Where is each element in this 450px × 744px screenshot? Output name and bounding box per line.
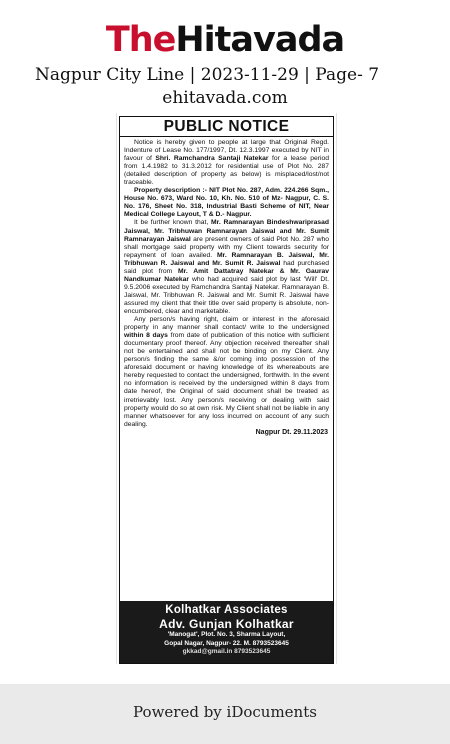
advocate-name: Adv. Gunjan Kolhatkar: [159, 617, 294, 631]
powered-by-footer[interactable]: [0, 684, 450, 744]
notice-paragraph-4: Any person/s having right, claim or interest in the aforesaid property in any manner shall contact/ write to the undersigned within 8 days from date of publication of this notice with sufficient documentary proof thereof. Any objection received thereafter shall not be entertained and shall not be binding on my Client. Any person/s finding the same &/or coming into possession of the aforesaid document or having knowledge of its whereabouts are hereby requested to contact the undersigned, forthwith. In the event no information is received by the undersigned within 8 days from date hereof, the Original of said document shall be treated as irretrievably lost. Any person/s receiving or dealing with said property would do so at own risk. My Client shall not be liable in any manner whatsoever for any loss incurred on account of any such dealing.: [124, 316, 329, 428]
advocate-signature-block: [120, 601, 333, 663]
public-notice: [119, 116, 334, 664]
property-description: Property description :- NIT Plot No. 287, Adm. 224.266 Sqm., House No. 673, Ward No. 10, Kh. No. 510 of Mz- Nagpur, C. S. No. 176, Sheet No. 318, Industrial Basti Scheme of NIT, Near Medical College Layout, T & D.- Nagpur.: [124, 187, 329, 219]
place-date: Nagpur Dt. 29.11.2023: [255, 428, 328, 436]
firm-name: Kolhatkar Associates: [165, 604, 288, 616]
logo-part-the: The: [105, 20, 176, 60]
address-line-2: Gopal Nagar, Nagpur- 22. M. 8793523645: [164, 639, 289, 647]
notice-paragraph-1: Notice is hereby given to people at large that Original Regd. Indenture of Lease No. 177/1997, Dt. 12.3.1997 executed by NIT in favour of Shri. Ramchandra Santaji Natekar for a lease period from 1.4.1982 to 31.3.2012 for residential use of Plot No. 287 (detailed description of property as below) is misplaced/lost/not traceable.: [124, 139, 329, 187]
edition-info: [0, 64, 450, 110]
contact-line: gkkad@gmail.in 8793523645: [182, 648, 271, 655]
hitavada-logo[interactable]: [0, 18, 450, 62]
edition-line: Nagpur City Line | 2023-11-29 | Page- 7: [34, 65, 380, 85]
notice-heading: PUBLIC NOTICE: [120, 117, 333, 137]
address-line-1: 'Manogat', Plot. No. 3, Sharma Layout,: [167, 631, 286, 638]
notice-paragraph-3: It be further known that, Mr. Ramnarayan Bindeshwariprasad Jaiswal, Mr. Tribhuwan Ramnarayan Jaiswal and Mr. Sumit Ramnarayan Jaiswal are present owners of said Plot No. 287 who shall mortgage said property with my Client towards security for repayment of loan availed. Mr. Ramnarayan B. Jaiswal, Mr. Tribhuwan R. Jaiswal and Mr. Sumit R. Jaiswal had purchased said plot from Mr. Amit Dattatray Natekar & Mr. Gaurav Nandkumar Natekar who had acquired said plot by last 'Will' Dt. 9.5.2006 executed by Ramchandra Santaji Natekar. Ramnarayan B. Jaiswal, Mr. Tribhuwan R. Jaiswal and Mr. Sumit R. Jaiswal have assured my client that their title over said property is absolute, non-encumbered, clear and marketable.: [124, 219, 330, 315]
site-link[interactable]: ehitavada.com: [162, 88, 288, 108]
notice-body: [120, 137, 333, 437]
logo-part-hitavada: Hitavada: [175, 20, 345, 60]
powered-by-text: Powered by iDocuments: [133, 703, 317, 721]
newspaper-clipping[interactable]: [116, 113, 337, 664]
